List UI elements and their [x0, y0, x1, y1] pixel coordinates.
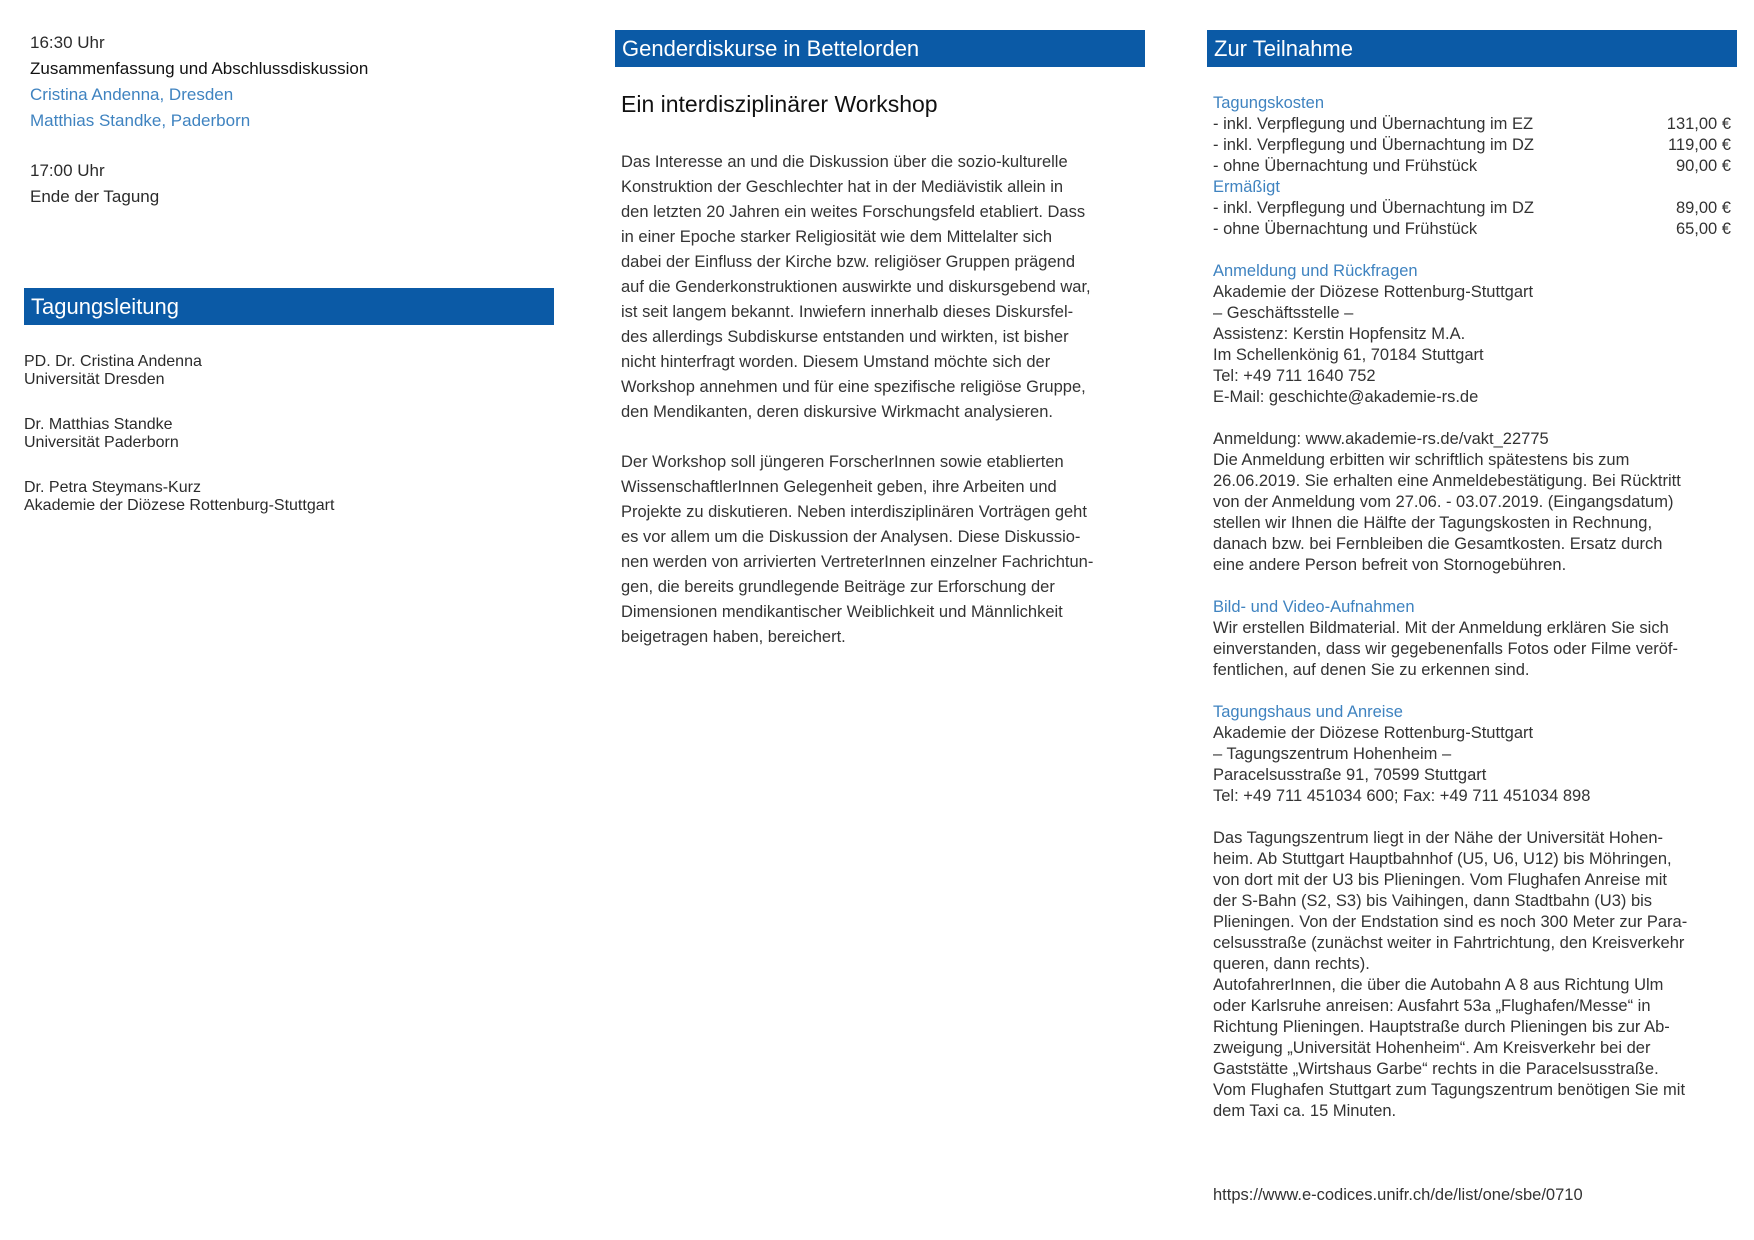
cost-label: - ohne Übernachtung und Frühstück: [1213, 220, 1478, 238]
registration-info: [1213, 429, 1737, 576]
participation-header: Zur Teilnahme: [1207, 30, 1737, 67]
cost-label: - ohne Übernachtung und Frühstück: [1213, 157, 1478, 175]
text-line: Die Anmeldung erbitten wir schriftlich spätestens bis zum: [1213, 451, 1630, 469]
text-line: eine andere Person befreit von Stornogebühren.: [1213, 556, 1567, 574]
text-line: Konstruktion der Geschlechter hat in der Mediävistik allein in: [621, 178, 1064, 196]
text-line: dabei der Einfluss der Kirche bzw. religiöser Gruppen prägend: [621, 253, 1076, 271]
paragraph-2: [621, 450, 1145, 650]
text-line: den letzten 20 Jahren ein weites Forschungsfeld etabliert. Dass: [621, 203, 1086, 221]
text-line: Das Tagungszentrum liegt in der Nähe der Universität Hohen-: [1213, 829, 1664, 847]
text-line: Tel: +49 711 451034 600; Fax: +49 711 451034 898: [1213, 787, 1591, 805]
text-line: Vom Flughafen Stuttgart zum Tagungszentrum benötigen Sie mit: [1213, 1081, 1686, 1099]
text-line: gen, die bereits grundlegende Beiträge zur Erforschung der: [621, 578, 1055, 596]
text-line: Assistenz: Kerstin Hopfensitz M.A.: [1213, 325, 1466, 343]
text-line: es vor allem um die Diskussion der Analysen. Diese Diskussio-: [621, 528, 1081, 546]
text-line: – Tagungszentrum Hohenheim –: [1213, 745, 1452, 763]
speaker-standke: Matthias Standke, Paderborn: [30, 111, 251, 130]
text-line: AutofahrerInnen, die über die Autobahn A 8 aus Richtung Ulm: [1213, 976, 1664, 994]
media-heading: Bild- und Video-Aufnahmen: [1213, 598, 1415, 616]
workshop-header: Genderdiskurse in Bettelorden: [615, 30, 1145, 67]
text-line: Wir erstellen Bildmaterial. Mit der Anmeldung erklären Sie sich: [1213, 619, 1669, 637]
text-line: von der Anmeldung vom 27.06. - 03.07.2019. (Eingangsdatum): [1213, 493, 1674, 511]
cost-label: - inkl. Verpflegung und Übernachtung im DZ: [1213, 136, 1535, 154]
registration-url-line[interactable]: Anmeldung: www.akademie-rs.de/vakt_22775: [1213, 430, 1549, 448]
text-line: Im Schellenkönig 61, 70184 Stuttgart: [1213, 346, 1484, 364]
text-line: ist seit langem bekannt. Inwiefern innerhalb dieses Diskursfel-: [621, 303, 1074, 321]
cost-row: [1213, 198, 1737, 219]
cost-row: [1213, 114, 1737, 135]
text-line: WissenschaftlerInnen Gelegenheit geben, ihre Arbeiten und: [621, 478, 1057, 496]
travel-directions: [1213, 828, 1737, 1122]
text-line: in einer Epoche starker Religiosität wie dem Mittelalter sich: [621, 228, 1053, 246]
text-line: fentlichen, auf denen Sie zu erkennen sind.: [1213, 661, 1530, 679]
cost-price: 65,00 €: [1675, 220, 1731, 238]
cost-row: [1213, 219, 1737, 240]
cost-row: [1213, 135, 1737, 156]
text-line: Akademie der Diözese Rottenburg-Stuttgart: [1213, 724, 1534, 742]
venue-section: [1213, 702, 1737, 807]
text-line: nen werden von arrivierten VertreterInnen einzelner Fachrichtun-: [621, 553, 1094, 571]
cost-label: - inkl. Verpflegung und Übernachtung im DZ: [1213, 199, 1535, 217]
text-line: des allerdings Subdiskurse entstanden und wirkten, ist bisher: [621, 328, 1069, 346]
text-line: Paracelsusstraße 91, 70599 Stuttgart: [1213, 766, 1487, 784]
text-line: Dimensionen mendikantischer Weiblichkeit und Männlichkeit: [621, 603, 1063, 621]
text-line: den Mendikanten, deren diskursive Wirkmacht analysieren.: [621, 403, 1053, 421]
text-line: stellen wir Ihnen die Hälfte der Tagungskosten in Rechnung,: [1213, 514, 1653, 532]
text-line: dem Taxi ca. 15 Minuten.: [1213, 1102, 1397, 1120]
registration-section: [1213, 261, 1737, 408]
text-line: Richtung Plieningen. Hauptstraße durch Plieningen bis zur Ab-: [1213, 1018, 1670, 1036]
reduced-heading: Ermäßigt: [1213, 178, 1280, 196]
text-line: Workshop annehmen und für eine spezifische religiöse Gruppe,: [621, 378, 1086, 396]
text-line: heim. Ab Stuttgart Hauptbahnhof (U5, U6, U12) bis Möhringen,: [1213, 850, 1672, 868]
participation-column: [1207, 30, 1737, 1122]
text-line: Gaststätte „Wirtshaus Garbe“ rechts in die Paracelsusstraße.: [1213, 1060, 1659, 1078]
event-end: Ende der Tagung: [30, 187, 160, 206]
text-line: einverstanden, dass wir gegebenenfalls Fotos oder Filme veröf-: [1213, 640, 1678, 658]
leader-institution: Akademie der Diözese Rottenburg-Stuttgart: [24, 497, 335, 514]
paragraph-1: [621, 150, 1145, 425]
text-line: oder Karlsruhe anreisen: Ausfahrt 53a „Flughafen/Messe“ in: [1213, 997, 1651, 1015]
email-link[interactable]: E-Mail: geschichte@akademie-rs.de: [1213, 388, 1479, 406]
costs-heading: Tagungskosten: [1213, 94, 1324, 112]
text-line: nicht hinterfragt worden. Diesem Umstand möchte sich der: [621, 353, 1051, 371]
cost-price: 131,00 €: [1666, 115, 1731, 133]
cost-price: 119,00 €: [1667, 136, 1731, 154]
text-line: 26.06.2019. Sie erhalten eine Anmeldebestätigung. Bei Rücktritt: [1213, 472, 1681, 490]
text-line: Das Interesse an und die Diskussion über die sozio-kulturelle: [621, 153, 1068, 171]
text-line: queren, dann rechts).: [1213, 955, 1370, 973]
text-line: Projekte zu diskutieren. Neben interdisziplinären Vorträgen geht: [621, 503, 1087, 521]
text-line: der S-Bahn (S2, S3) bis Vaihingen, dann Stadtbahn (U3) bis: [1213, 892, 1653, 910]
text-line: Plieningen. Von der Endstation sind es noch 300 Meter zur Para-: [1213, 913, 1688, 931]
text-line: Der Workshop soll jüngeren ForscherInnen sowie etablierten: [621, 453, 1064, 471]
source-url-link[interactable]: https://www.e-codices.unifr.ch/de/list/one/sbe/0710: [1213, 1186, 1583, 1204]
text-line: – Geschäftsstelle –: [1213, 304, 1354, 322]
text-line: zweigung „Universität Hohenheim“. Am Kreisverkehr bei der: [1213, 1039, 1651, 1057]
event-final-discussion: Zusammenfassung und Abschlussdiskussion: [30, 59, 369, 78]
text-line: Tel: +49 711 1640 752: [1213, 367, 1376, 385]
text-line: danach bzw. bei Fernbleiben die Gesamtkosten. Ersatz durch: [1213, 535, 1663, 553]
speaker-andenna: Cristina Andenna, Dresden: [30, 85, 234, 104]
leader-name: Dr. Petra Steymans-Kurz: [24, 479, 201, 496]
cost-price: 90,00 €: [1675, 157, 1731, 175]
program-column: [24, 30, 554, 515]
tagungsleitung-header: Tagungsleitung: [24, 288, 554, 325]
media-section: [1213, 597, 1737, 681]
text-line: Akademie der Diözese Rottenburg-Stuttgart: [1213, 283, 1534, 301]
time-1700: 17:00 Uhr: [30, 161, 105, 180]
leader-institution: Universität Paderborn: [24, 434, 179, 451]
cost-label: - inkl. Verpflegung und Übernachtung im EZ: [1213, 115, 1534, 133]
leaders-list: [24, 353, 554, 515]
workshop-subtitle: Ein interdisziplinärer Workshop: [621, 91, 938, 117]
registration-heading: Anmeldung und Rückfragen: [1213, 262, 1418, 280]
cost-row: [1213, 156, 1737, 177]
venue-heading: Tagungshaus und Anreise: [1213, 703, 1403, 721]
text-line: von dort mit der U3 bis Plieningen. Vom Flughafen Anreise mit: [1213, 871, 1667, 889]
leader-name: Dr. Matthias Standke: [24, 416, 173, 433]
leader-name: PD. Dr. Cristina Andenna: [24, 353, 202, 370]
text-line: auf die Genderkonstruktionen auswirkte und diskursgebend war,: [621, 278, 1091, 296]
time-1630: 16:30 Uhr: [30, 33, 105, 52]
cost-price: 89,00 €: [1675, 199, 1731, 217]
text-line: celsusstraße (zunächst weiter in Fahrtrichtung, den Kreisverkehr: [1213, 934, 1685, 952]
leader-institution: Universität Dresden: [24, 371, 165, 388]
text-line: beigetragen haben, bereichert.: [621, 628, 846, 646]
workshop-column: [615, 30, 1145, 675]
workshop-description: [615, 150, 1145, 650]
